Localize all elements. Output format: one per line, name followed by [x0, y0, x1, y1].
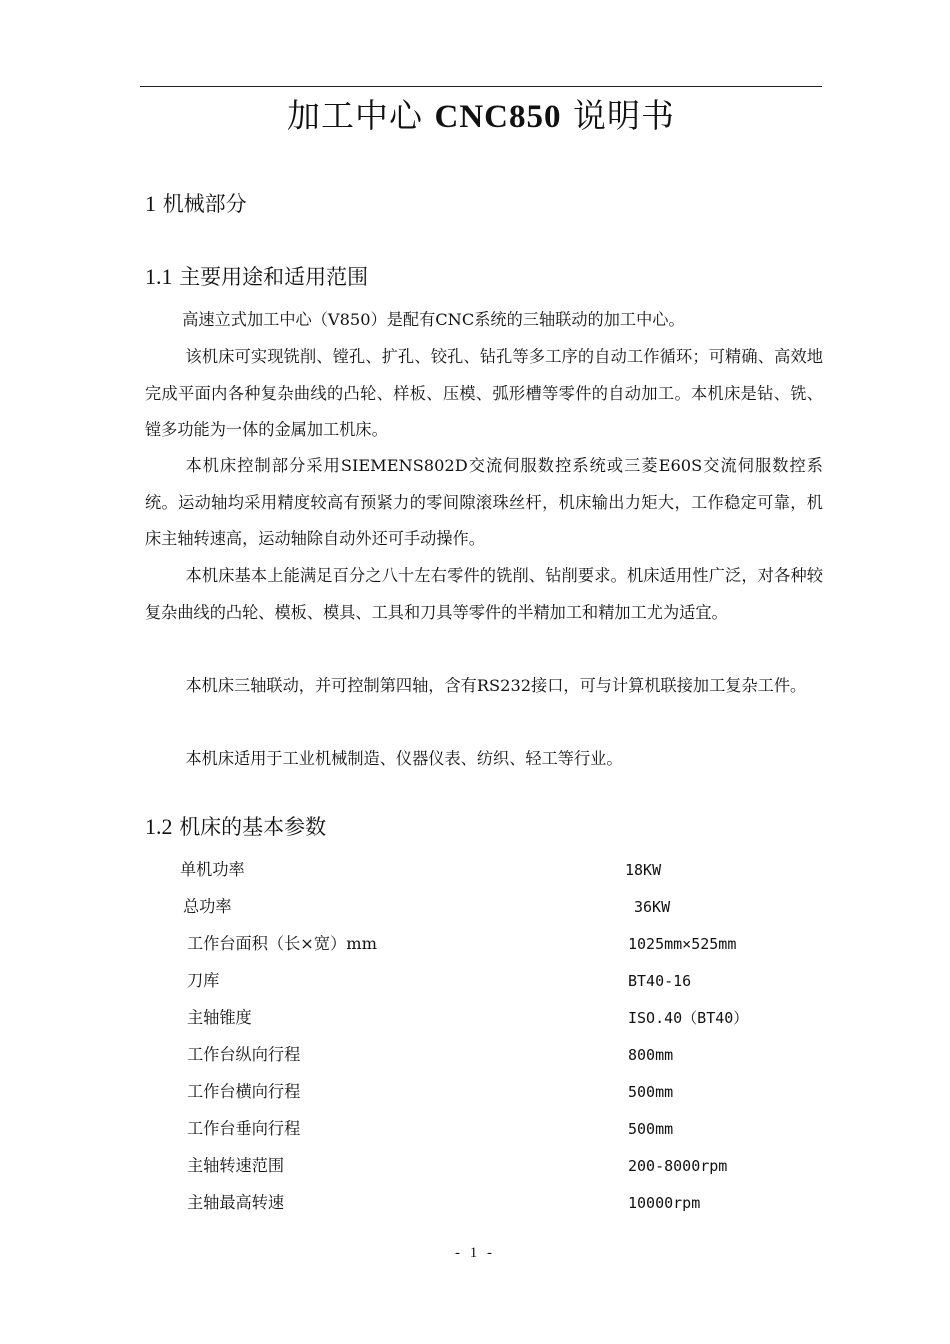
section-heading-1-2 [145, 812, 326, 842]
page-number: - 1 - [455, 1245, 495, 1261]
section-title: 主要用途和适用范围 [179, 265, 369, 289]
param-name: 主轴转速范围 [187, 1156, 285, 1175]
param-value: 500mm [628, 1120, 674, 1138]
param-row [0, 852, 950, 888]
paragraph-industries: 本机床适用于工业机械制造、仪器仪表、纺织、轻工等行业。 [185, 749, 623, 768]
section-number: 1.1 [145, 264, 173, 289]
header-rule [140, 86, 822, 87]
param-value: BT40-16 [628, 972, 692, 990]
title-prefix: 加工中心 [287, 96, 423, 135]
section-title: 机械部分 [162, 192, 247, 216]
param-row [0, 1148, 950, 1184]
title-model: CNC850 [434, 99, 562, 135]
paragraph-control-system: 本机床控制部分采用SIEMENS802D交流伺服数控系统或三菱E60S交流伺服数控系统。运动轴均采用精度较高有预紧力的零间隙滚珠丝杆，机床输出力矩大，工作稳定可靠，机床主轴转速高，运动轴除自动外还可手动操作。 [145, 456, 823, 548]
param-name: 单机功率 [180, 860, 245, 879]
param-name: 工作台横向行程 [187, 1082, 301, 1101]
param-row [0, 963, 950, 999]
param-value: 800mm [628, 1046, 674, 1064]
param-name: 工作台纵向行程 [187, 1045, 301, 1064]
param-name: 主轴最高转速 [187, 1193, 285, 1212]
param-value: ISO.40（BT40） [628, 1009, 749, 1027]
param-value: 10000rpm [628, 1194, 701, 1212]
param-row [0, 1000, 950, 1036]
param-name: 总功率 [183, 897, 232, 916]
paragraph-capabilities: 该机床可实现铣削、镗孔、扩孔、铰孔、钻孔等多工序的自动工作循环；可精确、高效地完成平面内各种复杂曲线的凸轮、样板、压模、弧形槽等零件的自动加工。本机床是钻、铣、镗多功能为一体的金属加工机床。 [145, 347, 823, 439]
paragraph-axes: 本机床三轴联动，并可控制第四轴，含有RS232接口，可与计算机联接加工复杂工件。 [185, 676, 807, 695]
param-value: 36KW [634, 898, 671, 916]
param-name: 工作台面积（长×宽）mm [187, 934, 377, 953]
section-heading-1-1 [145, 262, 368, 292]
section-title: 机床的基本参数 [179, 815, 327, 839]
section-number: 1 [145, 191, 156, 216]
param-row [0, 889, 950, 925]
param-row [0, 926, 950, 962]
section-number: 1.2 [145, 814, 173, 839]
paragraph-intro: 高速立式加工中心（V850）是配有CNC系统的三轴联动的加工中心。 [182, 310, 685, 329]
param-row [0, 1185, 950, 1221]
paragraph-applicability: 本机床基本上能满足百分之八十左右零件的铣削、钻削要求。机床适用性广泛，对各种较复杂曲线的凸轮、模板、模具、工具和刀具等零件的半精加工和精加工尤为适宜。 [145, 566, 823, 622]
param-name: 刀库 [187, 971, 220, 990]
param-value: 18KW [625, 861, 662, 879]
param-value: 500mm [628, 1083, 674, 1101]
title-suffix: 说明书 [573, 96, 675, 135]
param-row [0, 1074, 950, 1110]
param-row [0, 1111, 950, 1147]
section-heading-1 [145, 189, 247, 219]
document-title [140, 92, 822, 141]
param-row [0, 1037, 950, 1073]
param-value: 200-8000rpm [628, 1157, 728, 1175]
param-name: 主轴锥度 [187, 1008, 252, 1027]
param-name: 工作台垂向行程 [187, 1119, 301, 1138]
param-value: 1025mm×525mm [628, 935, 737, 953]
